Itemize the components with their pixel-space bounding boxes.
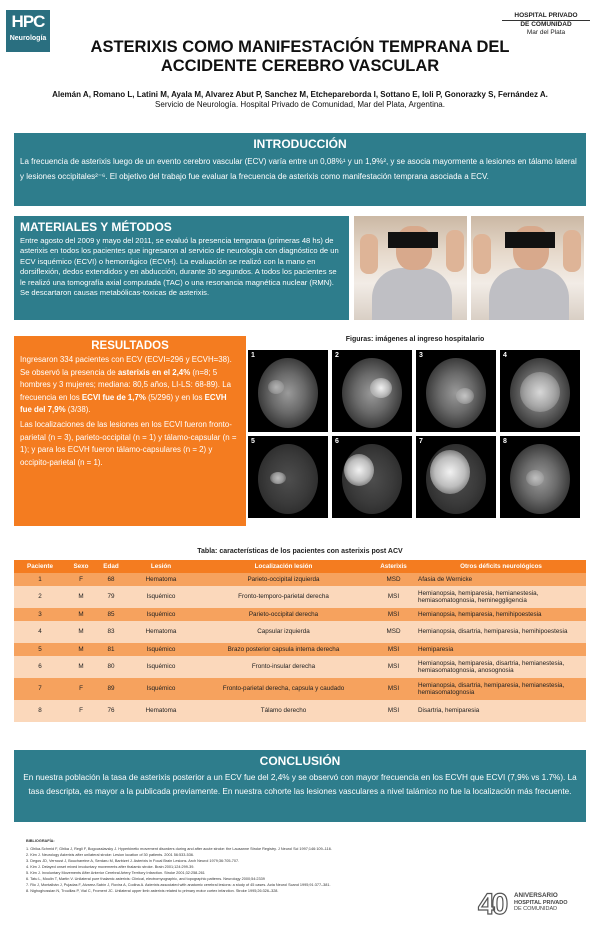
results-heading: RESULTADOS [91,340,169,352]
methods-text: Entre agosto del 2009 y mayo del 2011, se evaluó la presencia temprana (primeras 48 hs) de asterixis en todos los pacientes que ingresaron al servicio de neurología con diagnóstico de un ECV isquémico (ECVI) o hemorrágico (ECVH). La evaluación se realizó con la mano en dorsiflexión, dedos extendidos y en abducción, durante 30 segundos. A todos los pacientes se le realizó una tomografía axial computada (TAC) o una resonancia magnética nuclear (RMN). Se descartaron causas metabólicas-toxicas de asterixis. [20,236,339,298]
table-cell: 68 [96,573,126,586]
table-cell: 89 [96,678,126,700]
table-header-cell: Asterixis [371,560,416,573]
reference-item: 1. Ghika-Schmid F, Ghika J, Regli F, Bogousslavsky J. Hyperkinetic movement disorders during and after acute stroke: the Lausanne Stroke Registry. J Neurol Sci 1997;146:109–116. [26,847,332,851]
table-cell: M [66,608,96,621]
table-cell: F [66,678,96,700]
table-cell: MSI [371,608,416,621]
anniversary-line2: HOSPITAL PRIVADO [514,899,568,906]
results-paragraph-1: Ingresaron 334 pacientes con ECV (ECVI=296 y ECVH=38). Se observó la presencia de asterixis en el 2,4% (n=8; 5 hombres y 3 mujeres; mediana: 80,5 años, LI-LS: 68-89). La frecuencia en los ECVI fue de 1,7% (5/296) y en los ECVH fue del 7,9% (3/38). [20,355,232,415]
table-cell: Isquémico [126,586,196,608]
table-cell: 80 [96,656,126,678]
table-cell: 7 [14,678,66,700]
reference-item: 3. Degos JD, Verroust J, Bouchareine A, Serdaru M, Barbizet J. Asterixis in Focal Brain Lesions. Arch Neurol 1979;36:705-707. [26,859,240,863]
figures-caption: Figuras: imágenes al ingreso hospitalario [345,336,485,343]
table-row [14,621,586,643]
hospital-logo-line3: Mar del Plata [526,29,566,36]
mri-image-6: 6 [332,436,412,518]
table-cell: Hematoma [126,573,196,586]
conclusion-section [14,750,586,822]
table-cell: F [66,573,96,586]
references-heading: BIBLIOGRAFÍA: [26,839,55,843]
table-cell: Parieto-occipital izquierda [196,573,371,586]
reference-item: 5. Kim J. Involuntary Movements After Anterior Cerebral Artery Territory Infarction. Stroke 2001;32:258-261 [26,871,205,875]
table-cell: 5 [14,643,66,656]
patient-photo-2 [471,216,584,320]
anonymizing-bar [505,232,555,248]
introduction-heading: INTRODUCCIÓN [253,137,347,151]
patients-table [14,560,586,722]
conclusion-heading: CONCLUSIÓN [259,754,341,768]
table-row [14,643,586,656]
table-row [14,678,586,700]
table-cell: 85 [96,608,126,621]
reference-item: 4. Kim J. Delayed onset mixed involuntary movements after thalamic stroke. Brain 2001;124:299-39. [26,865,195,869]
reference-item: 2. Kim J. Neurology Asterixis after unilateral stroke: Lesion location of 30 patients. 2001 56:533-536. [26,853,195,857]
anonymizing-bar [388,232,438,248]
anniversary-line1: ANIVERSARIO [514,892,558,899]
authors: Alemán A, Romano L, Latini M, Ayala M, Alvarez Abut P, Sanchez M, Etchepareborda I, Sottano E, Ioli P, Gonorazky S, Fernández A. [52,90,548,99]
table-cell: 81 [96,643,126,656]
table-cell: Hemianopsia, hemiparesia, hemianestesia, hemiasomatognosia, hemineggligencia [416,586,586,608]
mri-image-5: 5 [248,436,328,518]
table-cell: M [66,656,96,678]
methods-section [14,216,349,320]
reference-item: 7. Rio J, Montalbán J, Pujadas F, Alvarez-Sabín J, Rovira A, Codina A. Asterixis associated with anatomic cerebral lesions: a study of 45 cases. Acta Neurol Scand 1995;91:377–381. [26,883,331,887]
table-cell: MSI [371,656,416,678]
hospital-logo-line1: HOSPITAL PRIVADO [502,12,590,21]
table-row [14,700,586,722]
hpc-neurologia-logo [6,10,50,52]
mri-image-8: 8 [500,436,580,518]
table-cell: Fronto-insular derecha [196,656,371,678]
methods-heading: MATERIALES Y MÉTODOS [20,220,172,234]
reference-item: 8. Nighoghossian N, Trouillas P, Vial C, Froment JC. Unilateral upper limb asterixis related to primary motor cortex infarction. Stroke 1995;26:326–328. [26,889,279,893]
table-cell: 3 [14,608,66,621]
table-cell: Disartria, hemiparesia [416,700,586,722]
table-cell: M [66,621,96,643]
table-cell: Hemianopsia, hemiparesia, disartria, hemianestesia, hemiasomatognosia, anosognosia [416,656,586,678]
figures-panel [246,336,584,526]
table-cell: 8 [14,700,66,722]
table-cell: Hemianopsia, disartria, hemiparesia, hemihipoestesia [416,621,586,643]
table-cell: MSD [371,621,416,643]
table-cell: Capsular izquierda [196,621,371,643]
mri-image-4: 4 [500,350,580,432]
mri-image-1: 1 [248,350,328,432]
table-cell: M [66,643,96,656]
table-cell: 6 [14,656,66,678]
patient-photo-1 [354,216,467,320]
table-title: Tabla: características de los pacientes con asterixis post ACV [197,548,403,555]
hospital-logo-line2: DE COMUNIDAD [520,21,572,28]
reference-item: 6. Tatu L, Moulin T, Martin V. Unilateral pure thalamic asterixis: Clinical, electromyographic, and topographic patterns. Neurology 2000;54:2339 [26,877,265,881]
table-cell: Hemianopsia, hemiparesia, hemihipoestesia [416,608,586,621]
poster-title: ASTERIXIS COMO MANIFESTACIÓN TEMPRANA DEL ACCIDENTE CEREBRO VASCULAR [90,38,510,75]
table-cell: Isquémico [126,678,196,700]
table-cell: Hematoma [126,700,196,722]
table-header-cell: Localización lesión [196,560,371,573]
hospital-logo [502,12,590,37]
table-cell: MSI [371,586,416,608]
table-row [14,573,586,586]
table-cell: Isquémico [126,608,196,621]
table-cell: Afasia de Wernicke [416,573,586,586]
introduction-text: La frecuencia de asterixis luego de un evento cerebro vascular (ECV) varía entre un 0,08%¹ y un 1,9%², y se asocia mayormente a lesiones en tálamo lateral y lesiones occipitales²⁻⁶. El objetivo del trabajo fue evaluar la frecuencia de asterixis como manifestación temprana asociada a ECV. [20,157,577,181]
table-cell: MSI [371,678,416,700]
table-cell: Fronto-parietal derecha, capsula y caudado [196,678,371,700]
table-cell: F [66,700,96,722]
affiliation: Servicio de Neurología. Hospital Privado de Comunidad, Mar del Plata, Argentina. [155,100,445,109]
table-cell: 76 [96,700,126,722]
results-paragraph-2: Las localizaciones de las lesiones en los ECVI fueron fronto-parietal (n = 3), parieto-occipital (n = 1) y tálamo-capsular (n = 1); y para los ECVH fueron tálamo-capsulares (n = 2) y occipito-parietal (n = 1). [20,419,237,467]
table-cell: 4 [14,621,66,643]
table-cell: MSI [371,700,416,722]
table-cell: 79 [96,586,126,608]
anniversary-number: 40 [478,888,506,921]
table-cell: Brazo posterior capsula interna derecha [196,643,371,656]
table-cell: Fronto-temporo-parietal derecha [196,586,371,608]
table-cell: 83 [96,621,126,643]
table-cell: Tálamo derecho [196,700,371,722]
table-cell: Hemiparesia [416,643,586,656]
mri-image-2: 2 [332,350,412,432]
mri-image-3: 3 [416,350,496,432]
mri-image-7: 7 [416,436,496,518]
table-row [14,586,586,608]
table-cell: 2 [14,586,66,608]
table-cell: MSI [371,643,416,656]
table-cell: Hematoma [126,621,196,643]
conclusion-text: En nuestra población la tasa de asterixis posterior a un ECV fue del 2,4% y se observó con mayor frecuencia en los ECVH que ECVI (7,9% vs 1.7%). La tasa descripta, es mayor a la publicada previamente. En nuestra cohorte las lesiones vasculares a nivel talámico no fue la localización más frecuente. [23,773,577,796]
table-header-cell: Lesión [126,560,196,573]
logo-hpc-text: HPC [11,12,45,31]
table-row [14,608,586,621]
introduction-section [14,133,586,206]
table-header-cell: Sexo [66,560,96,573]
table-cell: Parieto-occipital derecha [196,608,371,621]
table-header-cell: Edad [96,560,126,573]
table-header-cell: Paciente [14,560,66,573]
table-header-row [14,560,586,573]
results-section [14,336,246,526]
table-cell: 1 [14,573,66,586]
table-cell: Isquémico [126,643,196,656]
logo-neurologia-text: Neurología [9,35,47,42]
table-header-cell: Otros déficits neurológicos [416,560,586,573]
anniversary-logo [478,890,598,926]
anniversary-line3: DE COMUNIDAD [514,906,558,912]
references [26,838,466,894]
table-row [14,656,586,678]
table-cell: Isquémico [126,656,196,678]
table-cell: Hemianopsia, disartria, hemiparesia, hemianestesia, hemiasomatognosia [416,678,586,700]
table-cell: MSD [371,573,416,586]
table-cell: M [66,586,96,608]
